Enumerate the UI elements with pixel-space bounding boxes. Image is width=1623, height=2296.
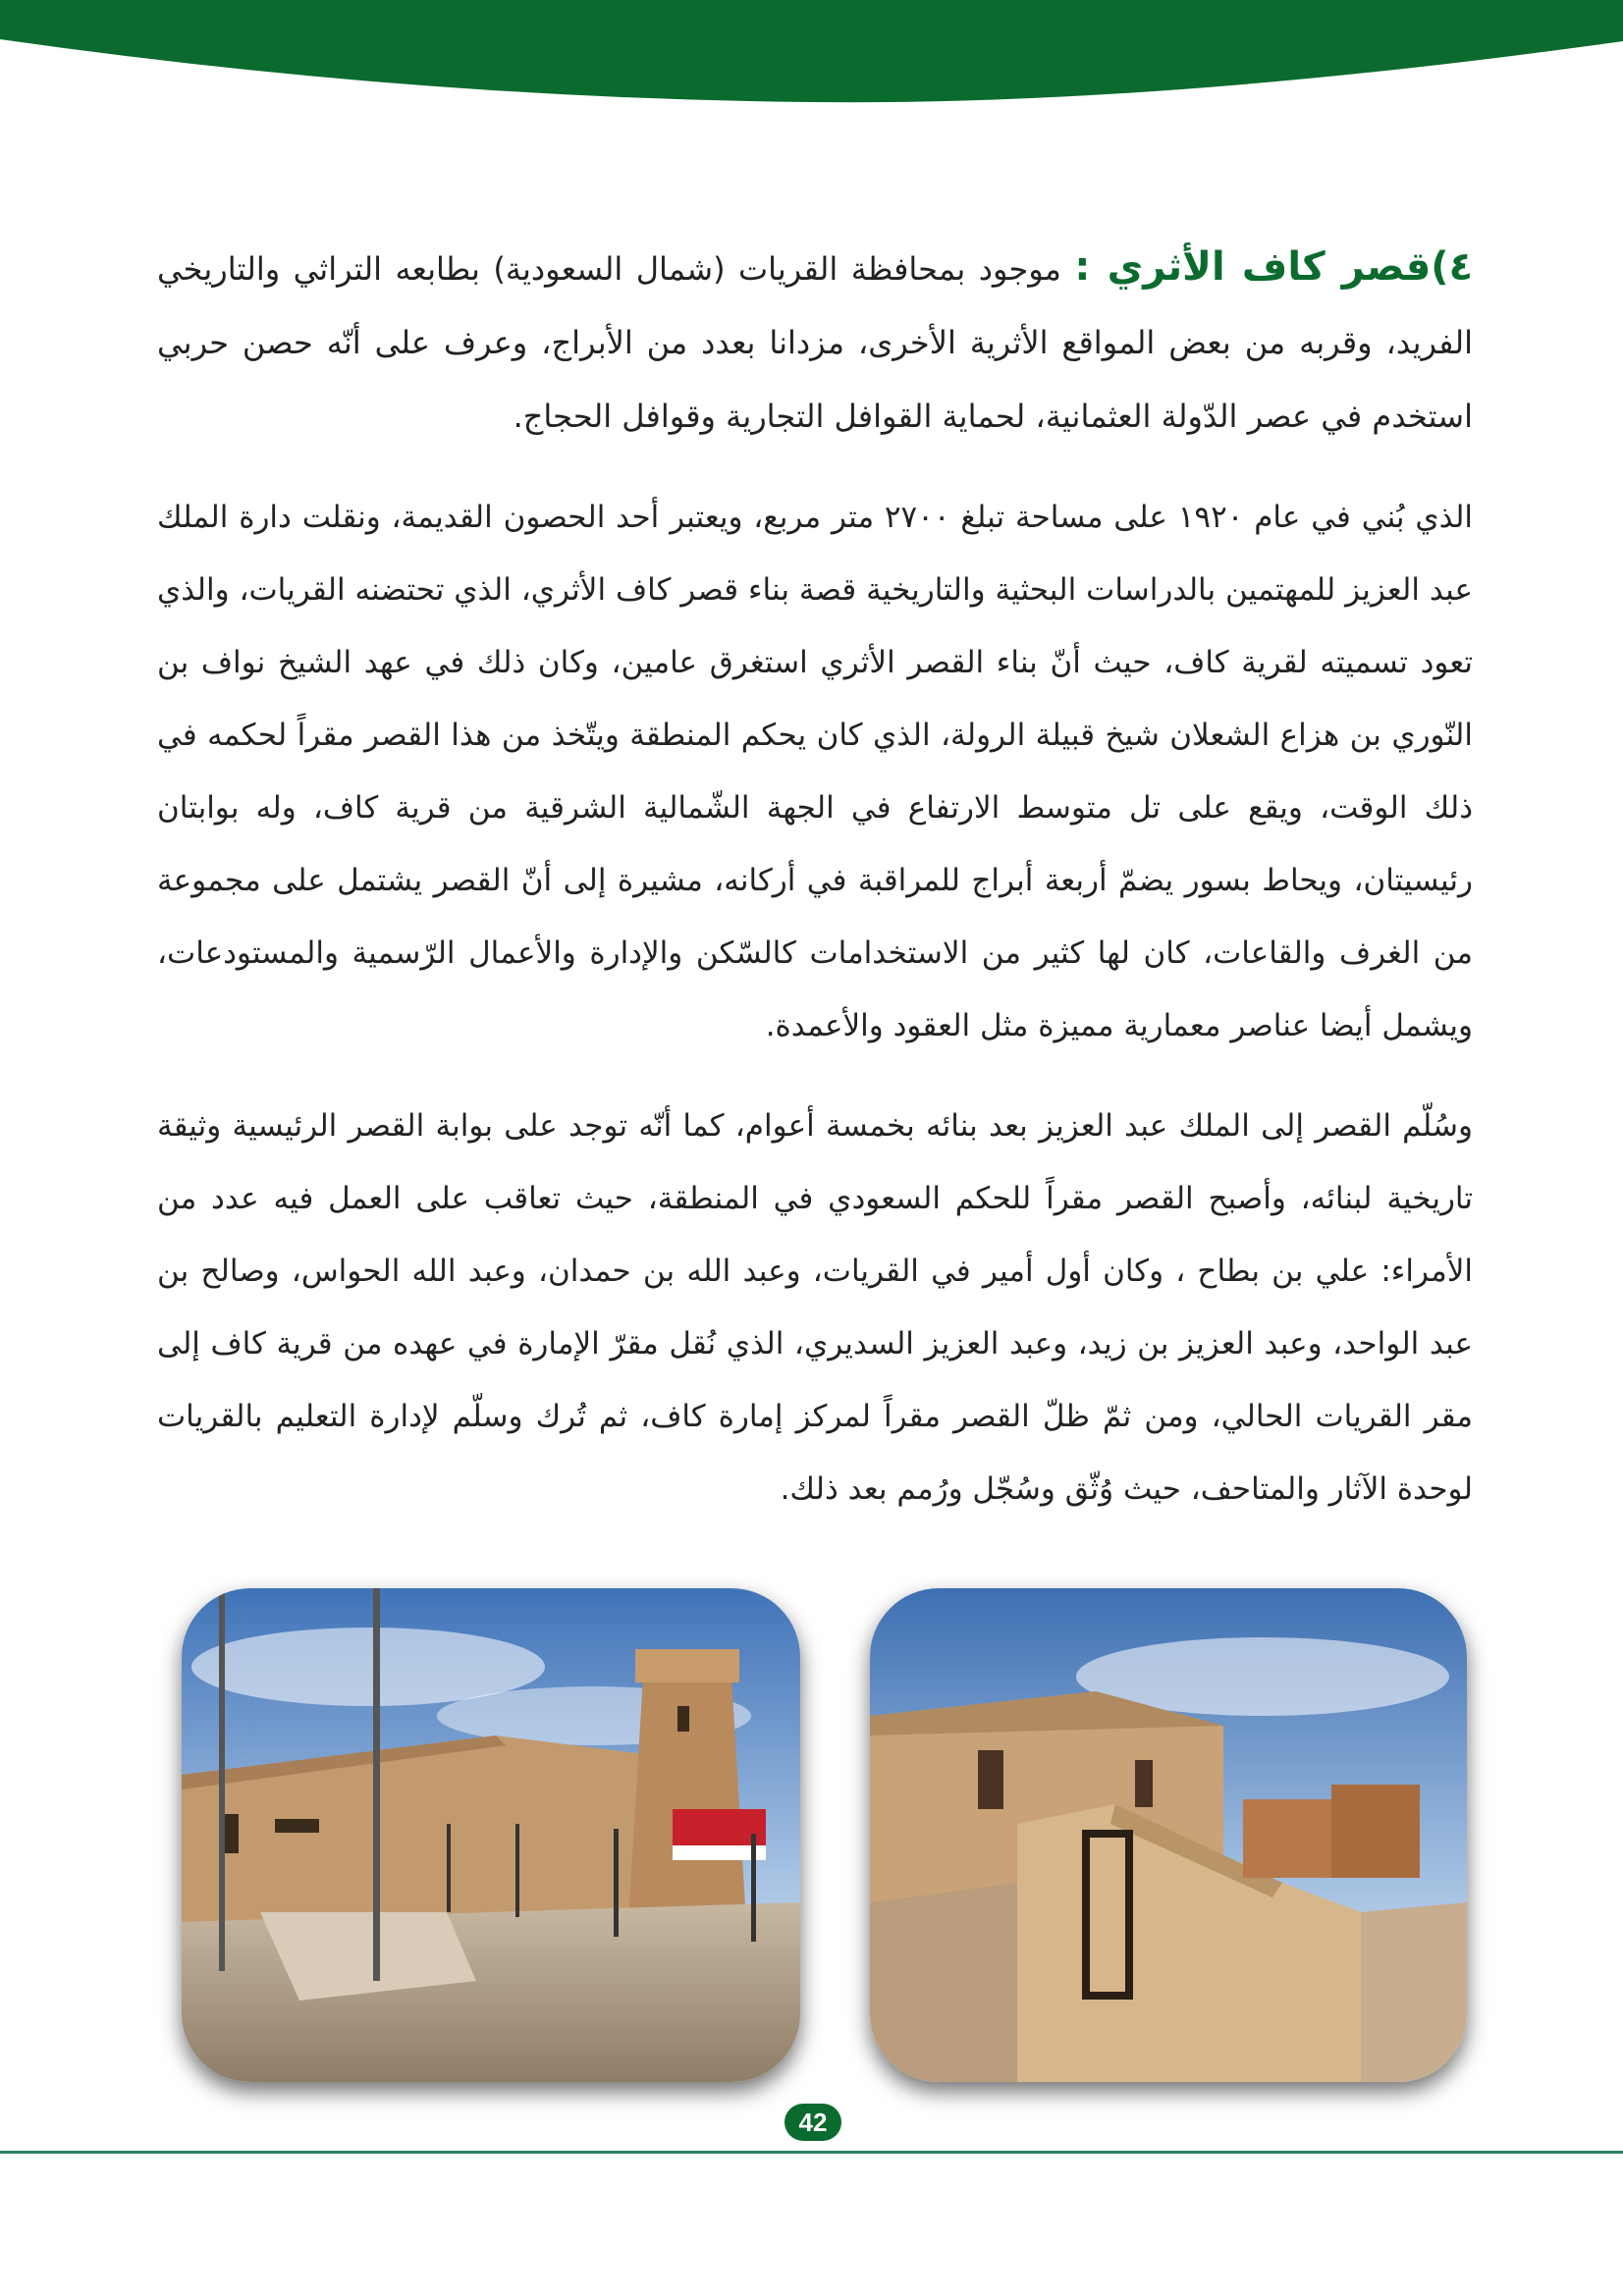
- bottom-rule: [0, 2151, 1623, 2154]
- top-green-banner: [0, 0, 1623, 108]
- fortress-tower-photo: [182, 1588, 800, 2082]
- heading-paragraph: [157, 231, 1473, 454]
- heading-title: قصر كاف الأثري :: [1074, 244, 1432, 290]
- page-number: 42: [784, 2104, 841, 2141]
- paragraph-history: وسُلّم القصر إلى الملك عبد العزيز بعد بنائه بخمسة أعوام، كما أنّه توجد على بوابة القصر الرئيسية وثيقة تاريخية لبنائه، وأصبح القصر مقراً للحكم السعودي في المنطقة، حيث تعاقب على العمل فيه عدد من الأمراء: علي بن بطاح ، وكان أول أمير في القريات، وعبد الله بن حمدان، وعبد الله الحواس، وصالح بن عبد الواحد، وعبد العزيز بن زيد، وعبد العزيز السديري، الذي نُقل مقرّ الإمارة في عهده من قرية كاف إلى مقر القريات الحالي، ومن ثمّ ظلّ القصر مقراً لمركز إمارة كاف، ثم تُرك وسلّم لإدارة التعليم بالقريات لوحدة الآثار والمتاحف، حيث وُثّق وسُجّل ورُمم بعد ذلك.: [157, 1108, 1473, 1507]
- fortress-gate-photo: [870, 1588, 1467, 2082]
- heading-intro-text: موجود بمحافظة القريات (شمال السعودية) بطابعه التراثي والتاريخي الفريد، وقربه من بعض المواقع الأثرية الأخرى، مزدانا بعدد من الأبراج، وعرف على أنّه حصن حربي استخدم في عصر الدّولة العثمانية، لحماية القوافل التجارية وقوافل الحجاج.: [157, 250, 1473, 435]
- paragraph-construction: الذي بُني في عام ١٩٢٠ على مساحة تبلغ ٢٧٠٠ متر مربع، ويعتبر أحد الحصون القديمة، ونقلت دارة الملك عبد العزيز للمهتمين بالدراسات البحثية والتاريخية قصة بناء قصر كاف الأثري، الذي تحتضنه القريات، والذي تعود تسميته لقرية كاف، حيث أنّ بناء القصر الأثري استغرق عامين، وكان ذلك في عهد الشيخ نواف بن النّوري بن هزاع الشعلان شيخ قبيلة الرولة، الذي كان يحكم المنطقة ويتّخذ من هذا القصر مقراً لحكمه في ذلك الوقت، ويقع على تل متوسط الارتفاع في الجهة الشّمالية الشرقية من قرية كاف، وله بوابتان رئيسيتان، ويحاط بسور يضمّ أربعة أبراج للمراقبة في أركانه، مشيرة إلى أنّ القصر يشتمل على مجموعة من الغرف والقاعات، كان لها كثير من الاستخدامات كالسّكن والإدارة والأعمال الرّسمية والمستودعات، ويشمل أيضا عناصر معمارية مميزة مثل العقود والأعمدة.: [157, 500, 1473, 1043]
- article-body: [157, 231, 1473, 1525]
- heading-number: ٤): [1431, 244, 1473, 290]
